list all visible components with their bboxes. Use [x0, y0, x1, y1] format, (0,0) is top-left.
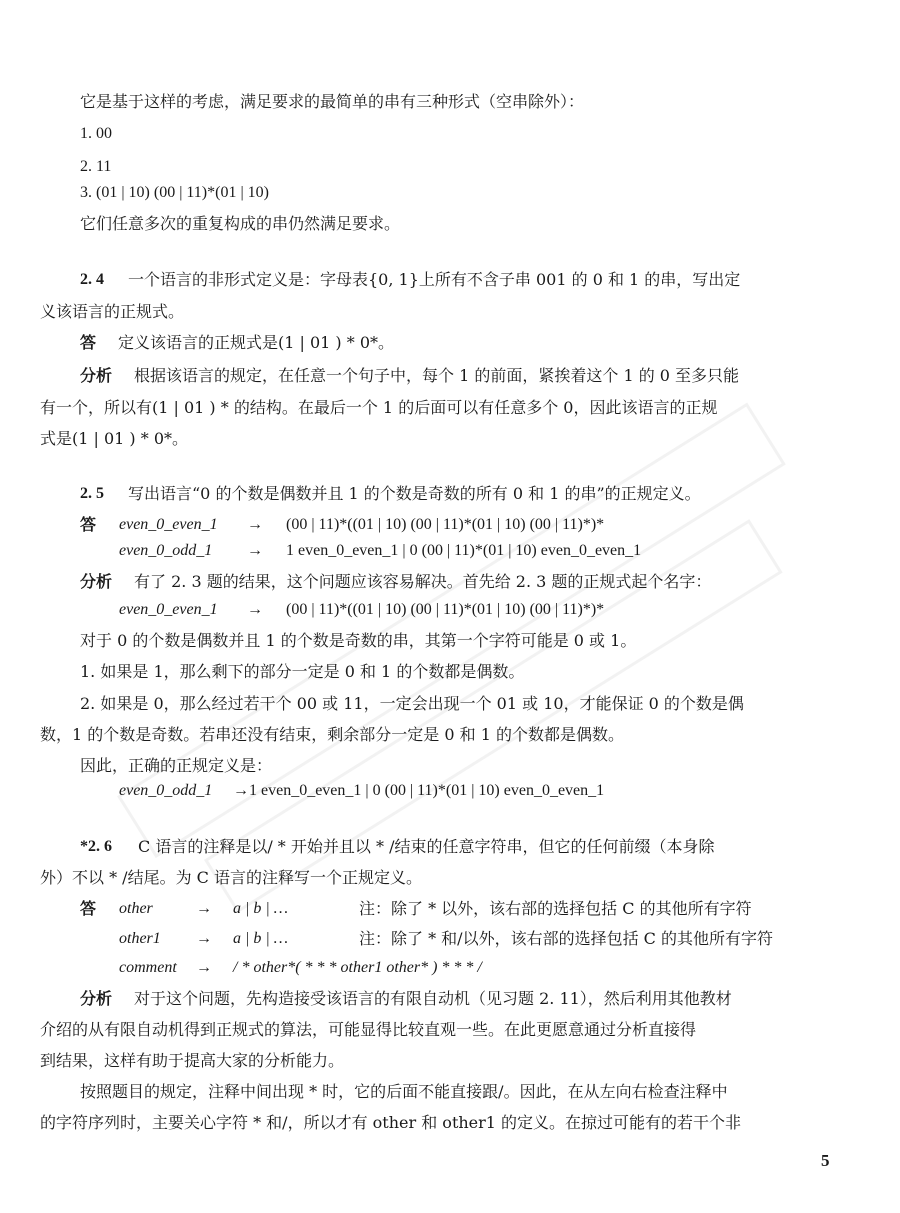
- text-line: 2. 如果是 0，那么经过若干个 00 或 11，一定会出现一个 01 或 10，才能保证 0 的个数是偶: [80, 694, 744, 713]
- text-line: 按照题目的规定，注释中间出现 * 时，它的后面不能直接跟/。因此，在从左向右检查注释中: [80, 1082, 728, 1101]
- definition-name: even_0_even_1: [119, 516, 218, 533]
- regex: →1 even_0_even_1 | 0 (00 | 11)*(01 | 10) even_0_even_1: [233, 782, 605, 799]
- arrow: →: [196, 959, 212, 976]
- note: 注：除了 * 和/以外，该右部的选择包括 C 的其他所有字符: [359, 929, 773, 948]
- analysis-label: 分析: [80, 572, 113, 591]
- regex: / * other*( * * * other1 other* ) * * * /: [233, 959, 482, 976]
- text-line: 对于 0 的个数是偶数并且 1 的个数是奇数的串，其第一个字符可能是 0 或 1。: [80, 631, 637, 650]
- text-line: 对于这个问题，先构造接受该语言的有限自动机（见习题 2. 11），然后利用其他教材: [134, 989, 732, 1008]
- text-line: 写出语言“0 的个数是偶数并且 1 的个数是奇数的所有 0 和 1 的串”的正规定义。: [128, 484, 701, 503]
- answer-label: 答: [80, 899, 97, 918]
- arrow: →: [196, 930, 212, 947]
- text-line: 到结果，这样有助于提高大家的分析能力。: [40, 1051, 345, 1070]
- arrow: →: [247, 601, 263, 618]
- definition-name: comment: [119, 959, 177, 976]
- text-line: 的字符序列时，主要关心字符 * 和/，所以才有 other 和 other1 的定义。在掠过可能有的若干个非: [40, 1113, 742, 1132]
- text-line: 有了 2. 3 题的结果，这个问题应该容易解决。首先给 2. 3 题的正规式起个名字：: [134, 572, 712, 591]
- answer-label: 答: [80, 515, 97, 534]
- text-line: 式是(1 | 01 ) * 0*。: [40, 429, 189, 448]
- list-item: 3. (01 | 10) (00 | 11)*(01 | 10): [80, 184, 269, 201]
- text-line: 根据该语言的规定，在任意一个句子中，每个 1 的前面，紧挨着这个 1 的 0 至多只能: [134, 366, 740, 385]
- definition-name: even_0_odd_1: [119, 782, 213, 799]
- text-line: 它们任意多次的重复构成的串仍然满足要求。: [80, 214, 401, 233]
- regex: (00 | 11)*((01 | 10) (00 | 11)*(01 | 10) (00 | 11)*)*: [286, 516, 605, 533]
- problem-number: 2. 4: [80, 271, 104, 288]
- text-line: 数，1 的个数是奇数。若串还没有结束，剩余部分一定是 0 和 1 的个数都是偶数。: [40, 725, 624, 744]
- text-line: 有一个，所以有(1 | 01 ) * 的结构。在最后一个 1 的后面可以有任意多个 0，因此该语言的正规: [40, 398, 718, 417]
- regex: (00 | 11)*((01 | 10) (00 | 11)*(01 | 10) (00 | 11)*)*: [286, 601, 605, 618]
- text-line: 外）不以 * /结尾。为 C 语言的注释写一个正规定义。: [40, 868, 422, 887]
- text-line: 定义该语言的正规式是(1 | 01 ) * 0*。: [118, 333, 395, 352]
- arrow: →: [247, 516, 263, 533]
- list-item: 1. 00: [80, 125, 112, 142]
- problem-number: 2. 5: [80, 485, 104, 502]
- text-line: C 语言的注释是以/ * 开始并且以 * /结束的任意字符串，但它的任何前缀（本身除: [138, 837, 715, 856]
- definition-name: even_0_even_1: [119, 601, 218, 618]
- text-line: 介绍的从有限自动机得到正规式的算法，可能显得比较直观一些。在此更愿意通过分析直接得: [40, 1020, 697, 1039]
- regex: 1 even_0_even_1 | 0 (00 | 11)*(01 | 10) even_0_even_1: [286, 542, 642, 559]
- text-line: 义该语言的正规式。: [40, 302, 185, 321]
- text-line: 一个语言的非形式定义是：字母表{0, 1}上所有不含子串 001 的 0 和 1 的串，写出定: [128, 270, 741, 289]
- list-item: 2. 11: [80, 158, 112, 175]
- text-line: 它是基于这样的考虑，满足要求的最简单的串有三种形式（空串除外）：: [80, 92, 585, 111]
- analysis-label: 分析: [80, 989, 113, 1008]
- page-number: 5: [821, 1151, 830, 1170]
- regex: a | b | …: [233, 930, 289, 947]
- text-line: 因此，正确的正规定义是：: [80, 756, 273, 775]
- definition-name: other1: [119, 930, 161, 947]
- regex: a | b | …: [233, 900, 289, 917]
- arrow: →: [196, 900, 212, 917]
- analysis-label: 分析: [80, 366, 113, 385]
- note: 注：除了 * 以外，该右部的选择包括 C 的其他所有字符: [359, 899, 752, 918]
- problem-number: *2. 6: [80, 838, 112, 855]
- text-line: 1. 如果是 1，那么剩下的部分一定是 0 和 1 的个数都是偶数。: [80, 662, 525, 681]
- definition-name: other: [119, 900, 153, 917]
- definition-name: even_0_odd_1: [119, 542, 213, 559]
- answer-label: 答: [80, 333, 97, 352]
- arrow: →: [247, 542, 263, 559]
